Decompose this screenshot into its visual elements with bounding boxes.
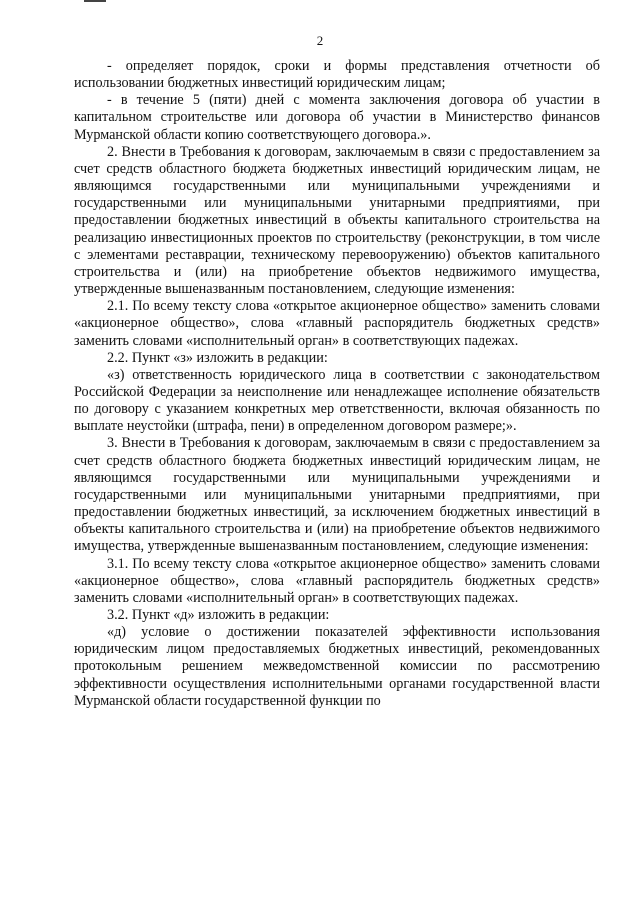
paragraph-5: 2.2. Пункт «з» изложить в редакции: xyxy=(107,349,328,366)
paragraph-2: - в течение 5 (пяти) дней с момента заключения договора об участии в капитальном строительстве или договора об участии в Министерство финансов Мурманской области копию соответствующего договора.». xyxy=(74,92,600,143)
page-number: 2 xyxy=(316,33,324,48)
paragraph-3: 2. Внести в Требования к договорам, заключаемым в связи с предоставлением за счет средств областного бюджета бюджетных инвестиций юридическим лицам, не являющимся государственными или муниципальными учреждениями и государственными или муниципальными унитарными предприятиями, при предоставлении бюджетных инвестиций в объекты капитального строительства на реализацию инвестиционных проектов по строительству (реконструкции, в том числе с элементами реставрации, техническому перевооружению) объектов капитального строительства и (или) на приобретение объектов недвижимого имущества, утвержденные вышеназванным постановлением, следующие изменения: xyxy=(74,143,600,298)
paragraph-9: 3.2. Пункт «д» изложить в редакции: xyxy=(107,607,330,623)
document-body xyxy=(74,58,600,710)
paragraph-10: «д) условие о достижении показателей эффективности использования юридическим лицом предоставляемых бюджетных инвестиций, рекомендованных протокольным решением межведомственной комиссии по рассмотрению эффективности осуществления исполнительными органами государственной власти Мурманской области государственной функции по xyxy=(74,624,600,709)
paragraph-6: «з) ответственность юридического лица в соответствии с законодательством Российской Федерации за неисполнение или ненадлежащее исполнение обязательств по договору с указанием конкретных мер ответственности, включая обязанность по выплате неустойки (штрафа, пени) в определенном договором размере;». xyxy=(74,366,600,435)
paragraph-4: 2.1. По всему тексту слова «открытое акционерное общество» заменить словами «акционерное общество», слова «главный распорядитель бюджетных средств» заменить словами «исполнительный орган» в соответствующих падежах. xyxy=(74,298,600,349)
paragraph-8: 3.1. По всему тексту слова «открытое акционерное общество» заменить словами «акционерное общество», слова «главный распорядитель бюджетных средств» заменить словами «исполнительный орган» в соответствующих падежах. xyxy=(74,555,600,606)
paragraph-1: - определяет порядок, сроки и формы представления отчетности об использовании бюджетных инвестиций юридическим лицам; xyxy=(74,58,600,92)
paragraph-7: 3. Внести в Требования к договорам, заключаемым в связи с предоставлением за счет средств областного бюджета бюджетных инвестиций юридическим лицам, не являющимся государственными или муниципальными учреждениями и государственными или муниципальными унитарными предприятиями, при предоставлении бюджетных инвестиций, за исключением бюджетных инвестиций в объекты капитального строительства и (или) на приобретение объектов недвижимого имущества, утвержденные вышеназванным постановлением, следующие изменения: xyxy=(74,435,600,555)
page-edge-mark xyxy=(84,0,106,2)
